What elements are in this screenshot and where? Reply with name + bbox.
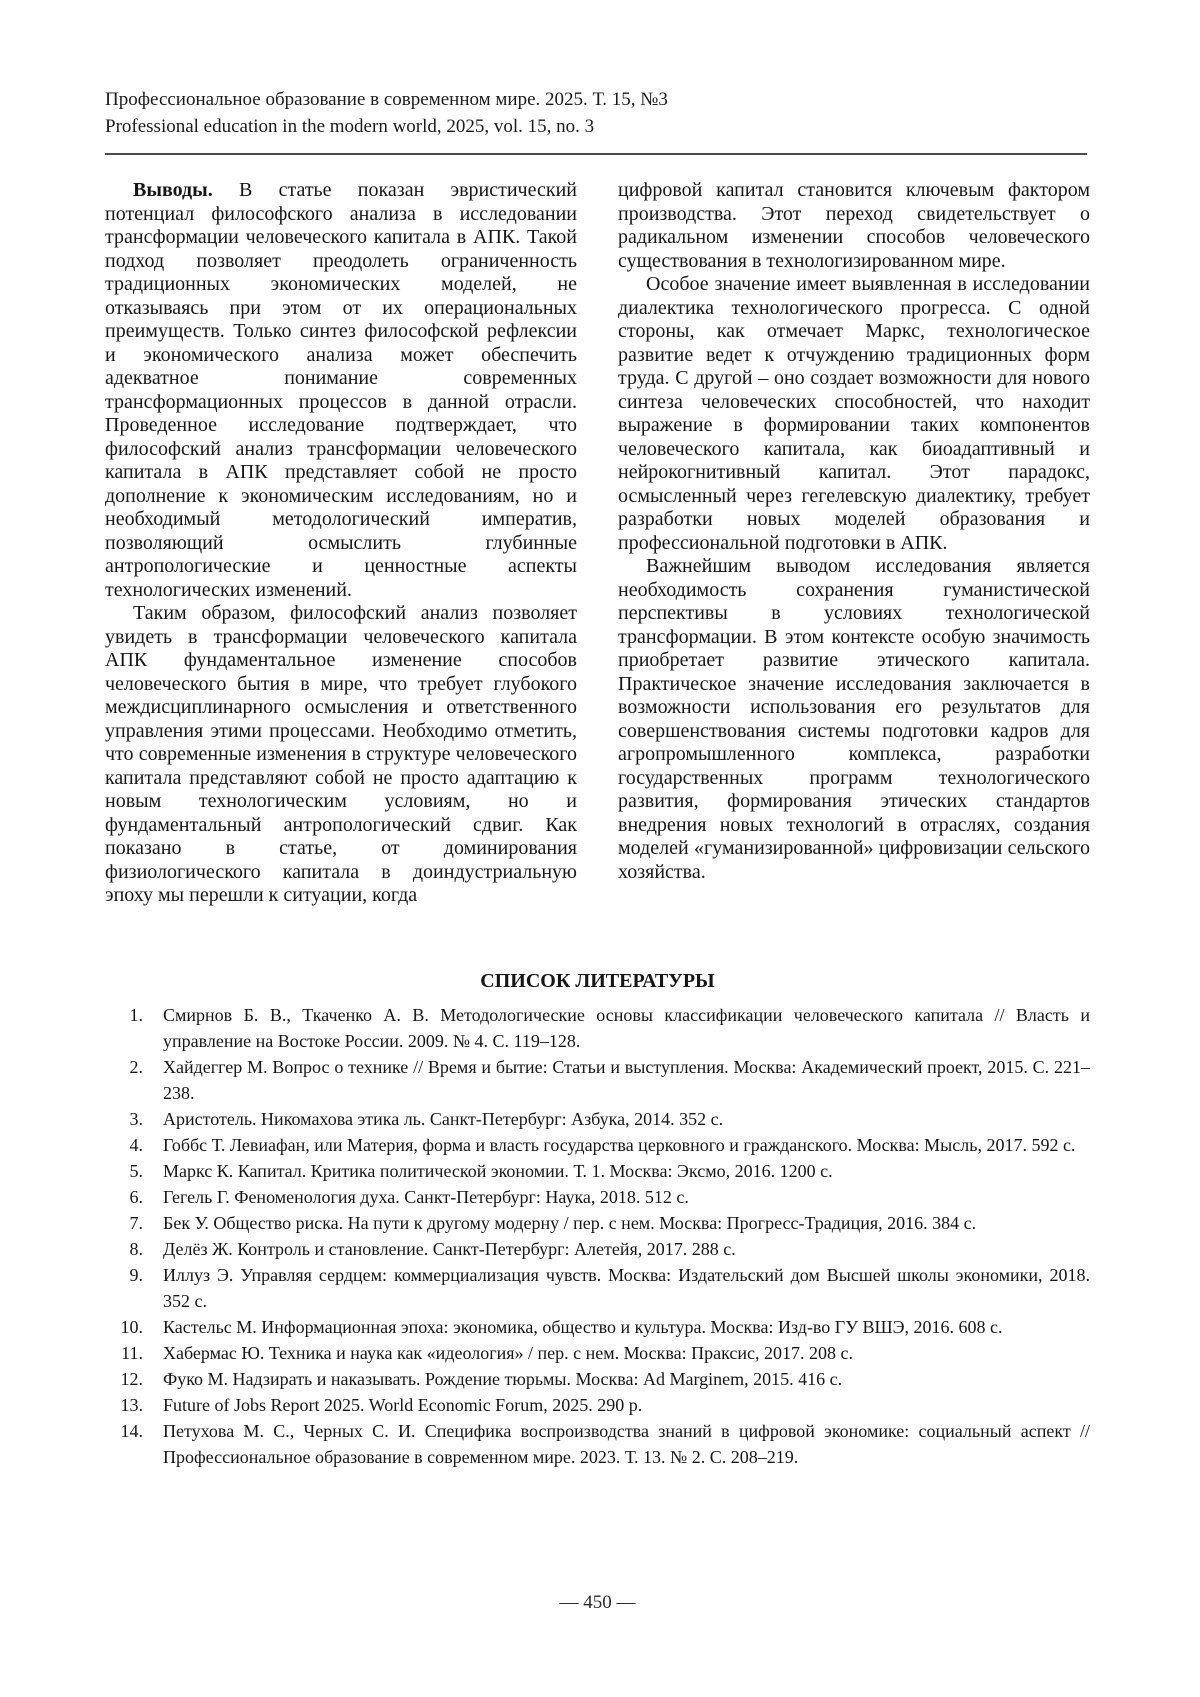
reference-number: 2. [129, 1057, 143, 1077]
conclusions-lead: Выводы. [133, 179, 213, 201]
reference-text: Гоббс Т. Левиафан, или Материя, форма и власть государства церковного и гражданского. Москва: Мысль, 2017. 592 с. [163, 1135, 1076, 1155]
paragraph-thus-continuation: цифровой капитал становится ключевым фактором производства. Этот переход свидетельствует о радикальном изменении способов человеческого существования в технологизированном мире. [618, 179, 1090, 272]
reference-item [105, 1314, 1090, 1340]
conclusions-paragraph-text: В статье показан эвристический потенциал философского анализа в исследовании трансформации человеческого капитала в АПК. Такой подход позволяет преодолеть ограниченность традиционных экономических моделей, не отказываясь при этом от их операциональных преимуществ. Только синтез философской рефлексии и экономического анализа может обеспечить адекватное понимание современных трансформационных процессов в данной отрасли. Проведенное исследование подтверждает, что философский анализ трансформации человеческого капитала в АПК представляет собой не просто дополнение к экономическим исследованиям, но и необходимый методологический императив, позволяющий осмыслить глубинные антропологические и ценностные аспекты технологических изменений. [105, 179, 577, 601]
reference-number: 9. [129, 1265, 143, 1285]
reference-item [105, 1392, 1090, 1418]
reference-number: 1. [129, 1005, 143, 1025]
reference-text: Гегель Г. Феноменология духа. Санкт-Петербург: Наука, 2018. 512 с. [163, 1187, 689, 1207]
paragraph-key-conclusion: Важнейшим выводом исследования является необходимость сохранения гуманистической перспективы в условиях технологической трансформации. В этом контексте особую значимость приобретает развитие этического капитала. Практическое значение исследования заключается в возможности использования его результатов для совершенствования системы подготовки кадров для агропромышленного комплекса, разработки государственных программ технологического развития, формирования этических стандартов внедрения новых технологий в отраслях, создания моделей «гуманизированной» цифровизации сельского хозяйства. [618, 555, 1090, 883]
reference-item [105, 1106, 1090, 1132]
reference-number: 6. [129, 1187, 143, 1207]
reference-item [105, 1236, 1090, 1262]
reference-number: 3. [129, 1109, 143, 1129]
reference-number: 14. [120, 1421, 143, 1441]
reference-item [105, 1184, 1090, 1210]
reference-text: Иллуз Э. Управляя сердцем: коммерциализация чувств. Москва: Издательский дом Высшей школы экономики, 2018. 352 с. [163, 1265, 1090, 1311]
reference-number: 8. [129, 1239, 143, 1259]
article-body [105, 179, 1090, 908]
reference-text: Аристотель. Никомахова этика ль. Санкт-Петербург: Азбука, 2014. 352 с. [163, 1109, 724, 1129]
reference-number: 7. [129, 1213, 143, 1233]
reference-text: Хабермас Ю. Техника и наука как «идеология» / пер. с нем. Москва: Праксис, 2017. 208 с. [163, 1343, 853, 1363]
header-rule [105, 153, 1087, 155]
references-section [105, 968, 1090, 1470]
reference-item [105, 1158, 1090, 1184]
reference-item [105, 1262, 1090, 1314]
conclusions-paragraph [105, 179, 577, 602]
reference-text: Future of Jobs Report 2025. World Economic Forum, 2025. 290 p. [163, 1395, 643, 1415]
reference-item [105, 1210, 1090, 1236]
right-column [618, 179, 1090, 908]
reference-text: Маркс К. Капитал. Критика политической экономии. Т. 1. Москва: Эксмо, 2016. 1200 с. [163, 1161, 833, 1181]
reference-text: Фуко М. Надзирать и наказывать. Рождение тюрьмы. Москва: Ad Marginem, 2015. 416 с. [163, 1369, 843, 1389]
running-head-line-en: Professional education in the modern world, 2025, vol. 15, no. 3 [105, 116, 595, 137]
reference-item [105, 1002, 1090, 1054]
reference-number: 5. [129, 1161, 143, 1181]
reference-item [105, 1366, 1090, 1392]
running-head-line-ru: Профессиональное образование в современном мире. 2025. Т. 15, №3 [105, 89, 668, 110]
reference-item [105, 1132, 1090, 1158]
running-head [105, 86, 1090, 140]
reference-text: Делёз Ж. Контроль и становление. Санкт-Петербург: Алетейя, 2017. 288 с. [163, 1239, 736, 1259]
reference-item [105, 1418, 1090, 1470]
reference-number: 10. [120, 1317, 143, 1337]
reference-number: 13. [120, 1395, 143, 1415]
reference-number: 12. [120, 1369, 143, 1389]
reference-text: Смирнов Б. В., Ткаченко А. В. Методологические основы классификации человеческого капитала // Власть и управление на Востоке России. 2009. № 4. С. 119–128. [163, 1005, 1090, 1051]
reference-item [105, 1340, 1090, 1366]
references-heading: СПИСОК ЛИТЕРАТУРЫ [480, 970, 715, 992]
paragraph-thus: Таким образом, философский анализ позволяет увидеть в трансформации человеческого капитала АПК фундаментальное изменение способов человеческого бытия в мире, что требует глубокого междисциплинарного осмысления и ответственного управления этими процессами. Необходимо отметить, что современные изменения в структуре человеческого капитала представляют собой не просто адаптацию к новым технологическим условиям, но и фундаментальный антропологический сдвиг. Как показано в статье, от доминирования физиологического капитала в доиндустриальную эпоху мы перешли к ситуации, когда [105, 602, 577, 906]
reference-text: Хайдеггер М. Вопрос о технике // Время и бытие: Статьи и выступления. Москва: Академический проект, 2015. С. 221–238. [163, 1057, 1090, 1103]
reference-text: Кастельс М. Информационная эпоха: экономика, общество и культура. Москва: Изд-во ГУ ВШЭ, 2016. 608 с. [163, 1317, 1003, 1337]
page-number: — 450 — [559, 1592, 636, 1613]
page-footer [105, 1592, 1090, 1614]
reference-text: Петухова М. С., Черных С. И. Специфика воспроизводства знаний в цифровой экономике: социальный аспект // Профессиональное образование в современном мире. 2023. Т. 13. № 2. С. 208–219. [163, 1421, 1090, 1467]
paragraph-dialectics: Особое значение имеет выявленная в исследовании диалектика технологического прогресса. С одной стороны, как отмечает Маркс, технологическое развитие ведет к отчуждению традиционных форм труда. С другой – оно создает возможности для нового синтеза человеческих способностей, что находит выражение в формировании таких компонентов человеческого капитала, как биоадаптивный и нейрокогнитивный капитал. Этот парадокс, осмысленный через гегелевскую диалектику, требует разработки новых моделей образования и профессиональной подготовки в АПК. [618, 273, 1090, 554]
left-column [105, 179, 577, 908]
reference-item [105, 1054, 1090, 1106]
reference-number: 4. [129, 1135, 143, 1155]
reference-number: 11. [121, 1343, 143, 1363]
reference-text: Бек У. Общество риска. На пути к другому модерну / пер. с нем. Москва: Прогресс-Традиция, 2016. 384 с. [163, 1213, 977, 1233]
